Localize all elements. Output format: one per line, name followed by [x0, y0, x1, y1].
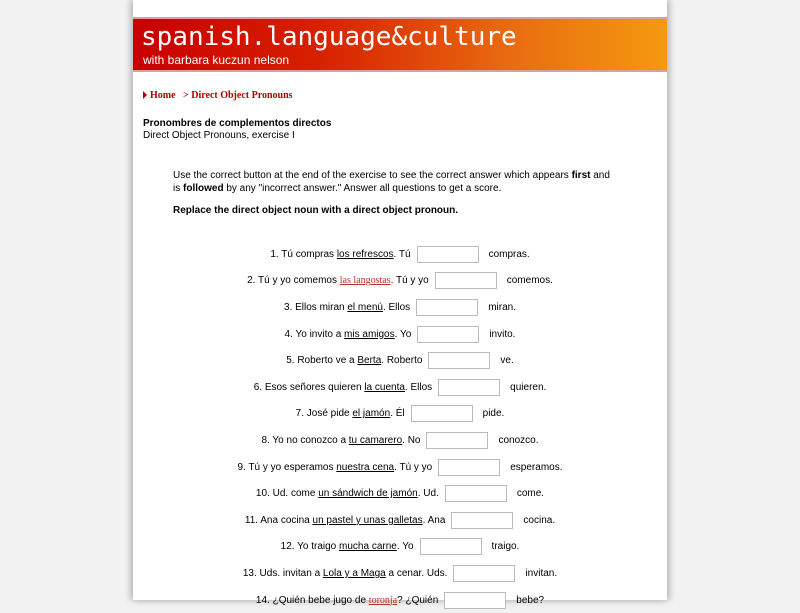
question-text: 8. Yo no conozco a — [261, 434, 349, 446]
question-text: a cenar. Uds. — [385, 567, 448, 579]
answer-input[interactable] — [451, 512, 513, 529]
instr-bold: followed — [183, 183, 224, 194]
vocab-link[interactable]: las langostas — [339, 275, 391, 287]
question-text: 1. Tú compras — [270, 248, 337, 260]
answer-input[interactable] — [420, 538, 482, 555]
question-text: 3. Ellos miran — [284, 301, 348, 313]
question-verb: compras. — [488, 248, 530, 260]
question-row — [133, 321, 667, 348]
question-verb: invitan. — [525, 567, 558, 579]
answer-input[interactable] — [411, 405, 473, 422]
question-row — [133, 427, 667, 454]
question-text: 14. ¿Quién bebe jugo de — [255, 594, 369, 606]
direct-object-noun: la cuenta — [364, 381, 405, 393]
question-text: . Roberto — [381, 355, 423, 367]
direct-object-noun: Berta — [357, 355, 382, 367]
question-row — [133, 347, 667, 374]
question-row — [133, 454, 667, 481]
question-text: . Ellos — [382, 301, 411, 313]
page-subtitle: Direct Object Pronouns, exercise I — [143, 130, 295, 141]
answer-input[interactable] — [453, 565, 515, 582]
question-text: 10. Ud. come — [255, 488, 319, 500]
question-text: . Ud. — [417, 488, 439, 500]
instr-bold: first — [571, 170, 591, 181]
answer-input[interactable] — [417, 326, 479, 343]
instructions — [173, 169, 613, 195]
question-text: 5. Roberto ve a — [286, 355, 358, 367]
question-row — [133, 560, 667, 587]
question-verb: ve. — [500, 355, 514, 367]
direct-object-noun: mis amigos — [344, 328, 395, 340]
question-verb: bebe? — [516, 594, 545, 606]
answer-input[interactable] — [428, 352, 490, 369]
site-banner — [133, 17, 667, 72]
question-text: . Tú y yo — [390, 275, 429, 287]
breadcrumb-current-link[interactable]: Direct Object Pronouns — [191, 90, 293, 101]
question-text: . Yo — [394, 328, 412, 340]
question-verb: miran. — [488, 301, 516, 313]
question-text: 12. Yo traigo — [280, 541, 340, 553]
vocab-link[interactable]: toronja — [368, 594, 398, 606]
page-column — [133, 0, 667, 606]
answer-input[interactable] — [438, 459, 500, 476]
direct-object-noun: mucha carne — [339, 541, 397, 553]
question-verb: comemos. — [506, 275, 553, 287]
answer-input[interactable] — [445, 485, 507, 502]
question-text: . Yo — [396, 541, 414, 553]
question-verb: pide. — [482, 408, 505, 420]
breadcrumb-home-link[interactable]: Home — [150, 90, 176, 101]
question-text: . Ana — [422, 514, 446, 526]
question-row — [133, 534, 667, 561]
page-title: Pronombres de complementos directos — [143, 118, 332, 129]
answer-input[interactable] — [435, 272, 497, 289]
question-verb: invito. — [489, 328, 516, 340]
question-verb: come. — [516, 488, 545, 500]
answer-input[interactable] — [438, 379, 500, 396]
direct-object-noun: nuestra cena — [336, 461, 395, 473]
question-row — [133, 268, 667, 295]
question-row — [133, 241, 667, 268]
answer-input[interactable] — [417, 246, 479, 263]
question-verb: quieren. — [510, 381, 547, 393]
direct-object-noun: los refrescos — [336, 248, 394, 260]
question-row — [133, 507, 667, 534]
arrow-right-icon — [143, 91, 147, 99]
instr-text: and is — [173, 170, 610, 194]
question-verb: traigo. — [491, 541, 520, 553]
question-text: 4. Yo invito a — [284, 328, 345, 340]
breadcrumb-separator: > — [183, 90, 189, 101]
question-text: ? ¿Quién — [397, 594, 439, 606]
direct-object-noun: tu camarero — [348, 434, 403, 446]
direct-object-noun: un sándwich de jamón — [318, 488, 418, 500]
question-row — [133, 294, 667, 321]
question-text: . Él — [390, 408, 405, 420]
question-verb: esperamos. — [510, 461, 563, 473]
question-text: 9. Tú y yo esperamos — [237, 461, 337, 473]
instr-text: by any "incorrect answer." Answer all questions to get a score. — [223, 183, 502, 194]
direct-object-noun: un pastel y unas galletas — [312, 514, 423, 526]
question-text: . No — [402, 434, 421, 446]
task-heading: Replace the direct object noun with a direct object pronoun. — [173, 205, 459, 216]
question-text: . Tú — [393, 248, 411, 260]
question-text: 6. Esos señores quieren — [253, 381, 365, 393]
answer-input[interactable] — [426, 432, 488, 449]
question-text: 2. Tú y yo comemos — [247, 275, 340, 287]
answer-input[interactable] — [416, 299, 478, 316]
direct-object-noun: el menú — [347, 301, 383, 313]
question-text: 11. Ana cocina — [244, 514, 313, 526]
question-verb: conozco. — [498, 434, 539, 446]
question-list — [133, 241, 667, 613]
instr-text: Use the correct button at the end of the exercise to see the correct answer which appears — [173, 170, 572, 181]
direct-object-noun: Lola y a Maga — [322, 567, 386, 579]
question-row — [133, 480, 667, 507]
site-subtitle: with barbara kuczun nelson — [143, 53, 290, 67]
site-title: spanish.language&culture — [141, 22, 517, 52]
question-row — [133, 401, 667, 428]
answer-input[interactable] — [444, 592, 506, 609]
breadcrumb — [143, 90, 293, 101]
direct-object-noun: el jamón — [352, 408, 391, 420]
question-text: . Tú y yo — [394, 461, 433, 473]
question-text: 13. Uds. invitan a — [242, 567, 323, 579]
question-text: 7. José pide — [295, 408, 353, 420]
question-verb: cocina. — [523, 514, 556, 526]
question-text: . Ellos — [404, 381, 433, 393]
question-row — [133, 374, 667, 401]
